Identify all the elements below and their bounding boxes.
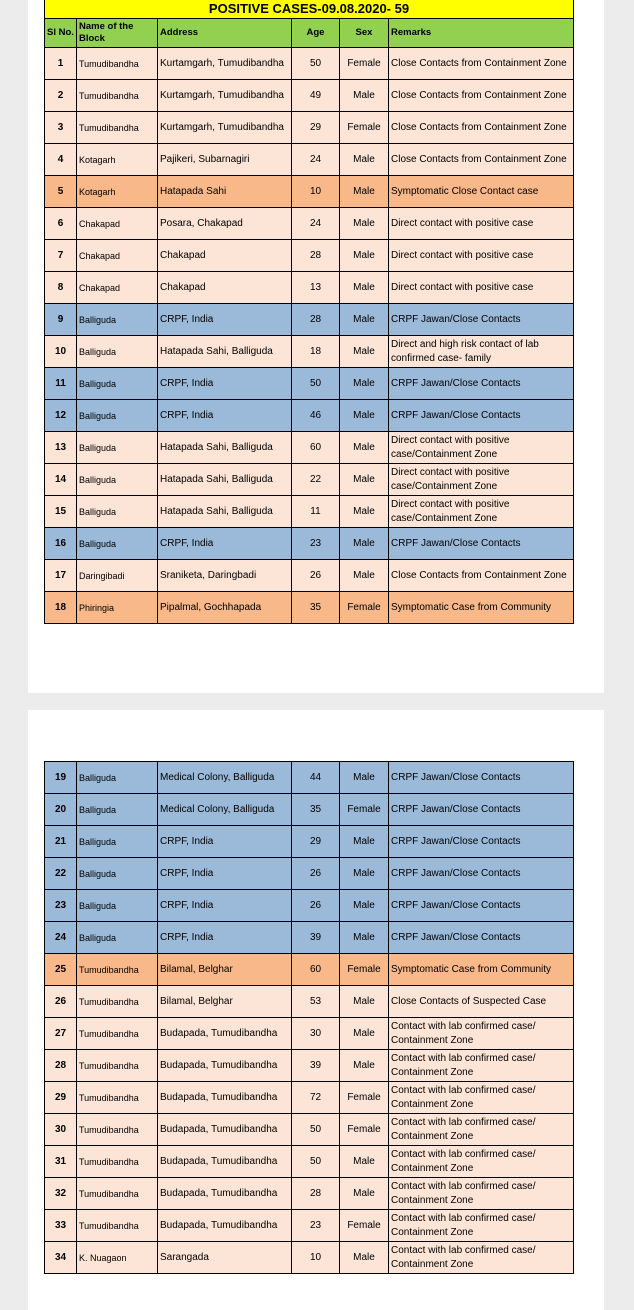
cell-age: 50 xyxy=(292,1146,340,1178)
cell-remarks: Contact with lab confirmed case/ Containment Zone xyxy=(389,1018,574,1050)
cell-address: Sarangada xyxy=(158,1242,292,1274)
cell-sl-no: 34 xyxy=(45,1242,77,1274)
cell-sex: Male xyxy=(340,922,389,954)
cell-sl-no: 13 xyxy=(45,432,77,464)
cell-remarks: Close Contacts from Containment Zone xyxy=(389,48,574,80)
cell-sl-no: 26 xyxy=(45,986,77,1018)
cell-age: 28 xyxy=(292,1178,340,1210)
cell-block: Tumudibandha xyxy=(77,1018,158,1050)
cell-block: Tumudibandha xyxy=(77,1146,158,1178)
cell-sl-no: 7 xyxy=(45,240,77,272)
cell-address: Hatapada Sahi, Balliguda xyxy=(158,496,292,528)
cell-remarks: Direct contact with positive case/Containment Zone xyxy=(389,432,574,464)
cell-block: Balliguda xyxy=(77,762,158,794)
cell-remarks: Contact with lab confirmed case/ Containment Zone xyxy=(389,1114,574,1146)
cell-address: Sraniketa, Daringbadi xyxy=(158,560,292,592)
table-row xyxy=(45,336,574,368)
cell-sl-no: 15 xyxy=(45,496,77,528)
cell-age: 39 xyxy=(292,1050,340,1082)
table-row xyxy=(45,826,574,858)
cell-remarks: CRPF Jawan/Close Contacts xyxy=(389,890,574,922)
cell-block: Balliguda xyxy=(77,890,158,922)
cell-sl-no: 30 xyxy=(45,1114,77,1146)
cell-remarks: Direct and high risk contact of lab confirmed case- family xyxy=(389,336,574,368)
table-row xyxy=(45,1146,574,1178)
cell-age: 46 xyxy=(292,400,340,432)
header-block: Name of the Block xyxy=(77,19,158,48)
header-sl-no: Sl No. xyxy=(45,19,77,48)
table-body-page-1 xyxy=(45,48,574,624)
table-row xyxy=(45,1018,574,1050)
cell-sex: Male xyxy=(340,176,389,208)
cell-remarks: CRPF Jawan/Close Contacts xyxy=(389,304,574,336)
cell-remarks: CRPF Jawan/Close Contacts xyxy=(389,400,574,432)
cell-sex: Male xyxy=(340,400,389,432)
table-row xyxy=(45,368,574,400)
cell-sl-no: 19 xyxy=(45,762,77,794)
cell-remarks: Contact with lab confirmed case/ Containment Zone xyxy=(389,1210,574,1242)
table-row xyxy=(45,304,574,336)
cell-address: Hatapada Sahi, Balliguda xyxy=(158,464,292,496)
cell-sex: Female xyxy=(340,1082,389,1114)
table-row xyxy=(45,986,574,1018)
table-row xyxy=(45,144,574,176)
cell-block: Chakapad xyxy=(77,240,158,272)
cell-sex: Female xyxy=(340,954,389,986)
cell-block: Phiringia xyxy=(77,592,158,624)
header-remarks: Remarks xyxy=(389,19,574,48)
cell-sex: Male xyxy=(340,1178,389,1210)
cell-sex: Female xyxy=(340,112,389,144)
cell-block: Chakapad xyxy=(77,208,158,240)
cell-block: Balliguda xyxy=(77,304,158,336)
cell-age: 29 xyxy=(292,826,340,858)
cell-sex: Male xyxy=(340,336,389,368)
cell-address: Budapada, Tumudibandha xyxy=(158,1114,292,1146)
table-row xyxy=(45,112,574,144)
cell-sex: Male xyxy=(340,208,389,240)
cell-address: CRPF, India xyxy=(158,858,292,890)
table-row xyxy=(45,1178,574,1210)
cell-sex: Male xyxy=(340,1018,389,1050)
header-age: Age xyxy=(292,19,340,48)
cell-age: 50 xyxy=(292,1114,340,1146)
cell-sl-no: 31 xyxy=(45,1146,77,1178)
cell-block: Daringibadi xyxy=(77,560,158,592)
cell-remarks: CRPF Jawan/Close Contacts xyxy=(389,922,574,954)
cell-block: Tumudibandha xyxy=(77,986,158,1018)
cell-age: 60 xyxy=(292,432,340,464)
cell-sex: Male xyxy=(340,890,389,922)
cell-sex: Male xyxy=(340,826,389,858)
cell-address: Medical Colony, Balliguda xyxy=(158,794,292,826)
table-row xyxy=(45,1050,574,1082)
cell-sex: Male xyxy=(340,528,389,560)
cell-block: Tumudibandha xyxy=(77,1050,158,1082)
cell-address: Bilamal, Belghar xyxy=(158,954,292,986)
cell-age: 35 xyxy=(292,592,340,624)
cell-sl-no: 17 xyxy=(45,560,77,592)
cell-age: 28 xyxy=(292,304,340,336)
cell-age: 10 xyxy=(292,176,340,208)
cell-block: K. Nuagaon xyxy=(77,1242,158,1274)
cell-address: Kurtamgarh, Tumudibandha xyxy=(158,48,292,80)
cell-remarks: Contact with lab confirmed case/ Containment Zone xyxy=(389,1242,574,1274)
cell-age: 24 xyxy=(292,144,340,176)
cell-age: 53 xyxy=(292,986,340,1018)
table-row xyxy=(45,890,574,922)
table-row xyxy=(45,432,574,464)
table-row xyxy=(45,496,574,528)
cell-age: 13 xyxy=(292,272,340,304)
cell-age: 10 xyxy=(292,1242,340,1274)
table-row xyxy=(45,272,574,304)
table-row xyxy=(45,464,574,496)
table-row xyxy=(45,858,574,890)
cell-sl-no: 22 xyxy=(45,858,77,890)
table-row xyxy=(45,1114,574,1146)
cell-sl-no: 12 xyxy=(45,400,77,432)
cell-remarks: Direct contact with positive case/Containment Zone xyxy=(389,496,574,528)
cell-age: 22 xyxy=(292,464,340,496)
cell-remarks: CRPF Jawan/Close Contacts xyxy=(389,858,574,890)
cell-address: Kurtamgarh, Tumudibandha xyxy=(158,112,292,144)
cell-sex: Male xyxy=(340,762,389,794)
cell-sex: Male xyxy=(340,1050,389,1082)
cell-address: CRPF, India xyxy=(158,922,292,954)
cell-remarks: Direct contact with positive case xyxy=(389,208,574,240)
cell-block: Balliguda xyxy=(77,336,158,368)
cell-age: 39 xyxy=(292,922,340,954)
cell-sl-no: 4 xyxy=(45,144,77,176)
cell-age: 30 xyxy=(292,1018,340,1050)
cell-address: Hatapada Sahi, Balliguda xyxy=(158,336,292,368)
cell-address: Budapada, Tumudibandha xyxy=(158,1050,292,1082)
table-row xyxy=(45,400,574,432)
cell-age: 23 xyxy=(292,1210,340,1242)
cell-remarks: Close Contacts from Containment Zone xyxy=(389,560,574,592)
cell-sl-no: 33 xyxy=(45,1210,77,1242)
cell-sl-no: 8 xyxy=(45,272,77,304)
cell-age: 50 xyxy=(292,48,340,80)
cell-remarks: CRPF Jawan/Close Contacts xyxy=(389,528,574,560)
cell-sl-no: 10 xyxy=(45,336,77,368)
cell-block: Tumudibandha xyxy=(77,112,158,144)
cell-address: Hatapada Sahi xyxy=(158,176,292,208)
cell-sl-no: 21 xyxy=(45,826,77,858)
cell-age: 72 xyxy=(292,1082,340,1114)
cell-age: 11 xyxy=(292,496,340,528)
cases-table-page-2 xyxy=(44,761,574,1274)
cell-remarks: Contact with lab confirmed case/ Containment Zone xyxy=(389,1050,574,1082)
cell-age: 29 xyxy=(292,112,340,144)
cell-address: Budapada, Tumudibandha xyxy=(158,1146,292,1178)
cell-sl-no: 25 xyxy=(45,954,77,986)
table-row xyxy=(45,592,574,624)
cell-sex: Male xyxy=(340,144,389,176)
cell-block: Tumudibandha xyxy=(77,80,158,112)
cell-sex: Male xyxy=(340,304,389,336)
table-row xyxy=(45,1082,574,1114)
cell-age: 18 xyxy=(292,336,340,368)
table-row xyxy=(45,1210,574,1242)
header-sex: Sex xyxy=(340,19,389,48)
cell-address: CRPF, India xyxy=(158,368,292,400)
cell-sex: Male xyxy=(340,464,389,496)
table-row xyxy=(45,560,574,592)
cell-address: CRPF, India xyxy=(158,304,292,336)
cell-address: Budapada, Tumudibandha xyxy=(158,1178,292,1210)
cell-block: Balliguda xyxy=(77,464,158,496)
cell-address: Chakapad xyxy=(158,240,292,272)
cell-sl-no: 29 xyxy=(45,1082,77,1114)
cell-remarks: Symptomatic Close Contact case xyxy=(389,176,574,208)
cell-sl-no: 5 xyxy=(45,176,77,208)
cell-block: Balliguda xyxy=(77,858,158,890)
cell-block: Tumudibandha xyxy=(77,954,158,986)
cell-sex: Male xyxy=(340,432,389,464)
cell-sl-no: 11 xyxy=(45,368,77,400)
cell-block: Tumudibandha xyxy=(77,1210,158,1242)
cell-block: Kotagarh xyxy=(77,176,158,208)
cell-sex: Male xyxy=(340,560,389,592)
table-row xyxy=(45,922,574,954)
table-row xyxy=(45,528,574,560)
cell-address: CRPF, India xyxy=(158,826,292,858)
cell-sex: Male xyxy=(340,496,389,528)
table-row xyxy=(45,48,574,80)
cell-age: 50 xyxy=(292,368,340,400)
cell-block: Tumudibandha xyxy=(77,1178,158,1210)
cell-sex: Male xyxy=(340,368,389,400)
cell-address: Kurtamgarh, Tumudibandha xyxy=(158,80,292,112)
cell-sex: Male xyxy=(340,858,389,890)
cell-age: 26 xyxy=(292,890,340,922)
cell-sex: Male xyxy=(340,986,389,1018)
cell-remarks: Direct contact with positive case xyxy=(389,240,574,272)
cell-age: 24 xyxy=(292,208,340,240)
cell-block: Chakapad xyxy=(77,272,158,304)
table-row xyxy=(45,208,574,240)
cell-block: Balliguda xyxy=(77,400,158,432)
cell-remarks: CRPF Jawan/Close Contacts xyxy=(389,826,574,858)
cell-remarks: Direct contact with positive case xyxy=(389,272,574,304)
table-row xyxy=(45,176,574,208)
cell-sex: Male xyxy=(340,1242,389,1274)
table-row xyxy=(45,1242,574,1274)
cell-sl-no: 14 xyxy=(45,464,77,496)
cell-remarks: Symptomatic Case from Community xyxy=(389,592,574,624)
cell-sl-no: 2 xyxy=(45,80,77,112)
cell-remarks: Contact with lab confirmed case/ Containment Zone xyxy=(389,1082,574,1114)
cell-block: Balliguda xyxy=(77,922,158,954)
cell-age: 23 xyxy=(292,528,340,560)
cell-sex: Female xyxy=(340,48,389,80)
cell-block: Balliguda xyxy=(77,432,158,464)
cell-sl-no: 32 xyxy=(45,1178,77,1210)
cell-address: Medical Colony, Balliguda xyxy=(158,762,292,794)
table-row xyxy=(45,794,574,826)
cell-remarks: Close Contacts from Containment Zone xyxy=(389,112,574,144)
cell-address: Budapada, Tumudibandha xyxy=(158,1210,292,1242)
cases-table-page-1 xyxy=(44,18,574,624)
cell-block: Kotagarh xyxy=(77,144,158,176)
table-row xyxy=(45,762,574,794)
cell-age: 60 xyxy=(292,954,340,986)
cell-sl-no: 9 xyxy=(45,304,77,336)
cell-sex: Male xyxy=(340,80,389,112)
cell-block: Tumudibandha xyxy=(77,1114,158,1146)
cell-block: Balliguda xyxy=(77,794,158,826)
cell-sex: Male xyxy=(340,272,389,304)
cell-remarks: Contact with lab confirmed case/ Containment Zone xyxy=(389,1178,574,1210)
cell-address: Bilamal, Belghar xyxy=(158,986,292,1018)
cell-address: Hatapada Sahi, Balliguda xyxy=(158,432,292,464)
cell-age: 26 xyxy=(292,858,340,890)
cell-address: Pipalmal, Gochhapada xyxy=(158,592,292,624)
cell-remarks: Direct contact with positive case/Containment Zone xyxy=(389,464,574,496)
table-row xyxy=(45,80,574,112)
cell-block: Balliguda xyxy=(77,496,158,528)
cell-address: Pajikeri, Subarnagiri xyxy=(158,144,292,176)
cell-sex: Female xyxy=(340,1210,389,1242)
cell-age: 26 xyxy=(292,560,340,592)
header-address: Address xyxy=(158,19,292,48)
cell-sex: Female xyxy=(340,592,389,624)
cell-block: Tumudibandha xyxy=(77,1082,158,1114)
cell-sl-no: 27 xyxy=(45,1018,77,1050)
cell-remarks: Close Contacts from Containment Zone xyxy=(389,80,574,112)
cell-address: Chakapad xyxy=(158,272,292,304)
cell-age: 44 xyxy=(292,762,340,794)
cell-sl-no: 28 xyxy=(45,1050,77,1082)
cell-sex: Male xyxy=(340,1146,389,1178)
cell-address: Budapada, Tumudibandha xyxy=(158,1018,292,1050)
cell-remarks: CRPF Jawan/Close Contacts xyxy=(389,368,574,400)
cell-remarks: CRPF Jawan/Close Contacts xyxy=(389,762,574,794)
cell-remarks: Close Contacts of Suspected Case xyxy=(389,986,574,1018)
cell-block: Balliguda xyxy=(77,826,158,858)
cell-sex: Male xyxy=(340,240,389,272)
cell-age: 49 xyxy=(292,80,340,112)
cell-sl-no: 1 xyxy=(45,48,77,80)
cell-remarks: Contact with lab confirmed case/ Containment Zone xyxy=(389,1146,574,1178)
cell-sl-no: 6 xyxy=(45,208,77,240)
cell-address: Posara, Chakapad xyxy=(158,208,292,240)
cell-sl-no: 23 xyxy=(45,890,77,922)
cell-address: CRPF, India xyxy=(158,528,292,560)
cell-sl-no: 18 xyxy=(45,592,77,624)
cell-block: Balliguda xyxy=(77,528,158,560)
cell-remarks: Close Contacts from Containment Zone xyxy=(389,144,574,176)
cell-address: CRPF, India xyxy=(158,890,292,922)
cell-age: 28 xyxy=(292,240,340,272)
cell-age: 35 xyxy=(292,794,340,826)
cell-remarks: CRPF Jawan/Close Contacts xyxy=(389,794,574,826)
report-title: POSITIVE CASES-09.08.2020- 59 xyxy=(44,0,574,18)
table-row xyxy=(45,954,574,986)
cell-sex: Female xyxy=(340,1114,389,1146)
cell-sl-no: 3 xyxy=(45,112,77,144)
cell-block: Tumudibandha xyxy=(77,48,158,80)
cell-address: CRPF, India xyxy=(158,400,292,432)
cell-sl-no: 24 xyxy=(45,922,77,954)
cell-sl-no: 20 xyxy=(45,794,77,826)
table-row xyxy=(45,240,574,272)
table-body-page-2 xyxy=(45,762,574,1274)
cell-address: Budapada, Tumudibandha xyxy=(158,1082,292,1114)
cell-sl-no: 16 xyxy=(45,528,77,560)
cell-block: Balliguda xyxy=(77,368,158,400)
table-header-row xyxy=(45,19,574,48)
cell-sex: Female xyxy=(340,794,389,826)
cell-remarks: Symptomatic Case from Community xyxy=(389,954,574,986)
